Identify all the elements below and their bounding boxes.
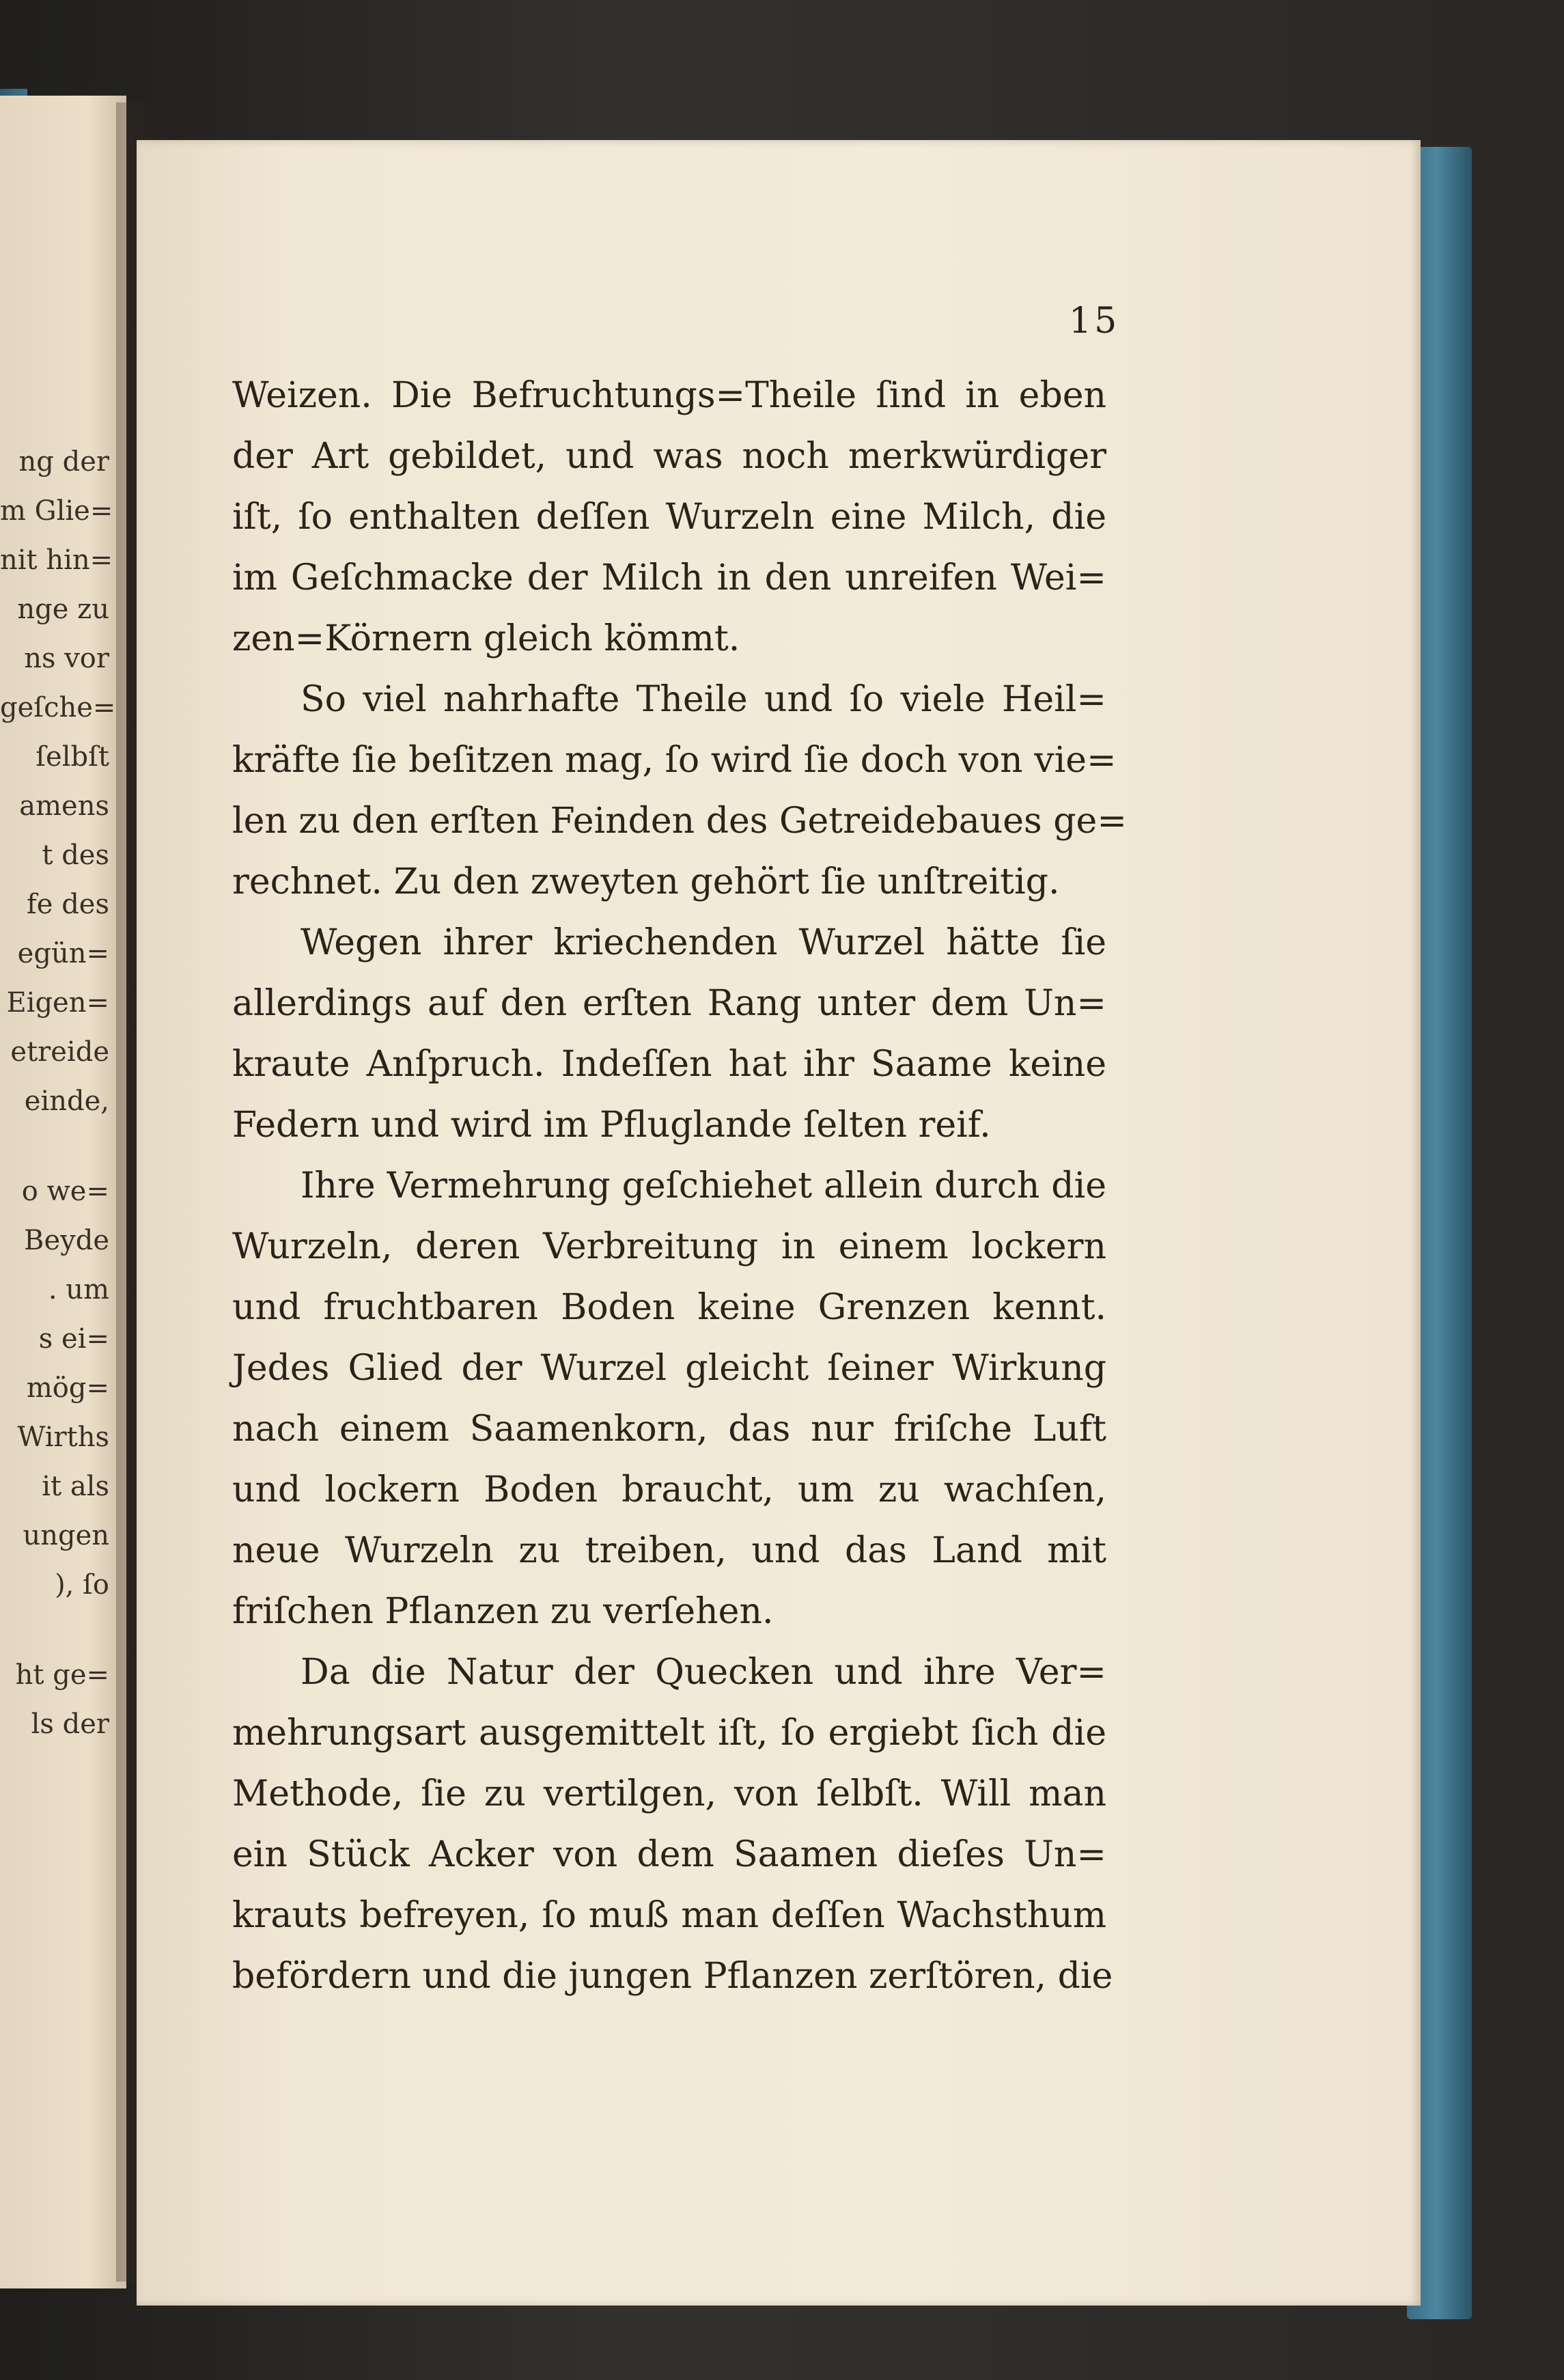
left-fragment: ht ge= (15, 1659, 109, 1691)
text-line: neue Wurzeln zu treiben, und das Land mit (232, 1530, 1106, 1571)
left-fragment: Eigen= (6, 987, 109, 1019)
text-line: und lockern Boden braucht, um zu wachſen, (232, 1469, 1106, 1510)
text-line: der Art gebildet, und was noch merkwürdiger (232, 436, 1106, 477)
text-line: ein Stück Acker von dem Saamen dieſes Un= (232, 1834, 1106, 1875)
text-line: Jedes Glied der Wurzel gleicht ſeiner Wirkung (232, 1348, 1106, 1389)
text-line: nach einem Saamenkorn, das nur friſche Luft (232, 1409, 1106, 1450)
left-fragment: nge zu (17, 594, 109, 625)
left-fragment: Wirths (17, 1422, 109, 1453)
text-line: len zu den erſten Feinden des Getreidebaues ge= (232, 801, 1127, 842)
left-fragment: it als (42, 1471, 109, 1502)
left-fragment: t des (42, 840, 109, 871)
left-fragment: ungen (23, 1520, 109, 1551)
left-fragment: einde, (24, 1085, 109, 1117)
left-fragment: ns vor (24, 643, 109, 674)
left-facing-page (0, 96, 126, 2288)
text-line: zen=Körnern gleich kömmt. (232, 618, 740, 659)
text-line: und fruchtbaren Boden keine Grenzen kennt. (232, 1287, 1106, 1328)
text-line: Da die Natur der Quecken und ihre Ver= (301, 1652, 1106, 1693)
text-line: friſchen Pflanzen zu verſehen. (232, 1591, 774, 1632)
body-text (232, 365, 1127, 2007)
text-line: im Geſchmacke der Milch in den unreifen Wei= (232, 557, 1106, 598)
text-line: Wegen ihrer kriechenden Wurzel hätte ſie (301, 922, 1106, 963)
left-fragment: ), ſo (55, 1569, 109, 1601)
left-page-text-fragments (0, 437, 123, 1749)
left-fragment: geſche= (0, 692, 116, 723)
left-fragment: m Glie= (0, 495, 113, 527)
text-line: Ihre Vermehrung geſchiehet allein durch die (301, 1165, 1106, 1206)
left-fragment: etreide (10, 1036, 109, 1068)
left-fragment: ng der (18, 446, 109, 478)
text-line: allerdings auf den erſten Rang unter dem Un= (232, 983, 1106, 1024)
text-line: So viel nahrhafte Theile und ſo viele Heil= (301, 679, 1106, 720)
left-fragment: . um (48, 1274, 109, 1305)
left-fragment: o we= (21, 1176, 109, 1207)
text-line: Federn und wird im Pfluglande ſelten reif. (232, 1105, 991, 1146)
left-fragment: fe des (27, 889, 109, 920)
text-line: iſt, ſo enthalten deſſen Wurzeln eine Milch, die (232, 497, 1106, 538)
left-fragment: nit hin= (0, 544, 113, 576)
page-number: 15 (1069, 301, 1120, 342)
left-fragment: ls der (31, 1708, 109, 1740)
text-line: Weizen. Die Befruchtungs=Theile ſind in eben (232, 375, 1106, 416)
left-fragment: mög= (26, 1372, 109, 1404)
left-fragment: ſelbſt (36, 741, 109, 773)
text-line: rechnet. Zu den zweyten gehört ſie unſtreitig. (232, 861, 1060, 902)
text-line: Wurzeln, deren Verbreitung in einem lockern (232, 1226, 1106, 1267)
left-fragment: s ei= (38, 1323, 109, 1355)
text-line: mehrungsart ausgemittelt iſt, ſo ergiebt ſich die (232, 1713, 1106, 1754)
text-line: krauts befreyen, ſo muß man deſſen Wachsthum (232, 1895, 1106, 1936)
text-line: Methode, ſie zu vertilgen, von ſelbſt. Will man (232, 1773, 1106, 1814)
left-fragment: Beyde (24, 1225, 109, 1256)
text-line: kraute Anſpruch. Indeſſen hat ihr Saame keine (232, 1044, 1106, 1085)
text-line: befördern und die jungen Pflanzen zerſtören, die (232, 1956, 1113, 1997)
text-line: kräfte ſie beſitzen mag, ſo wird ſie doch von vie= (232, 740, 1117, 781)
left-fragment: egün= (17, 938, 109, 969)
left-fragment: amens (19, 790, 109, 822)
